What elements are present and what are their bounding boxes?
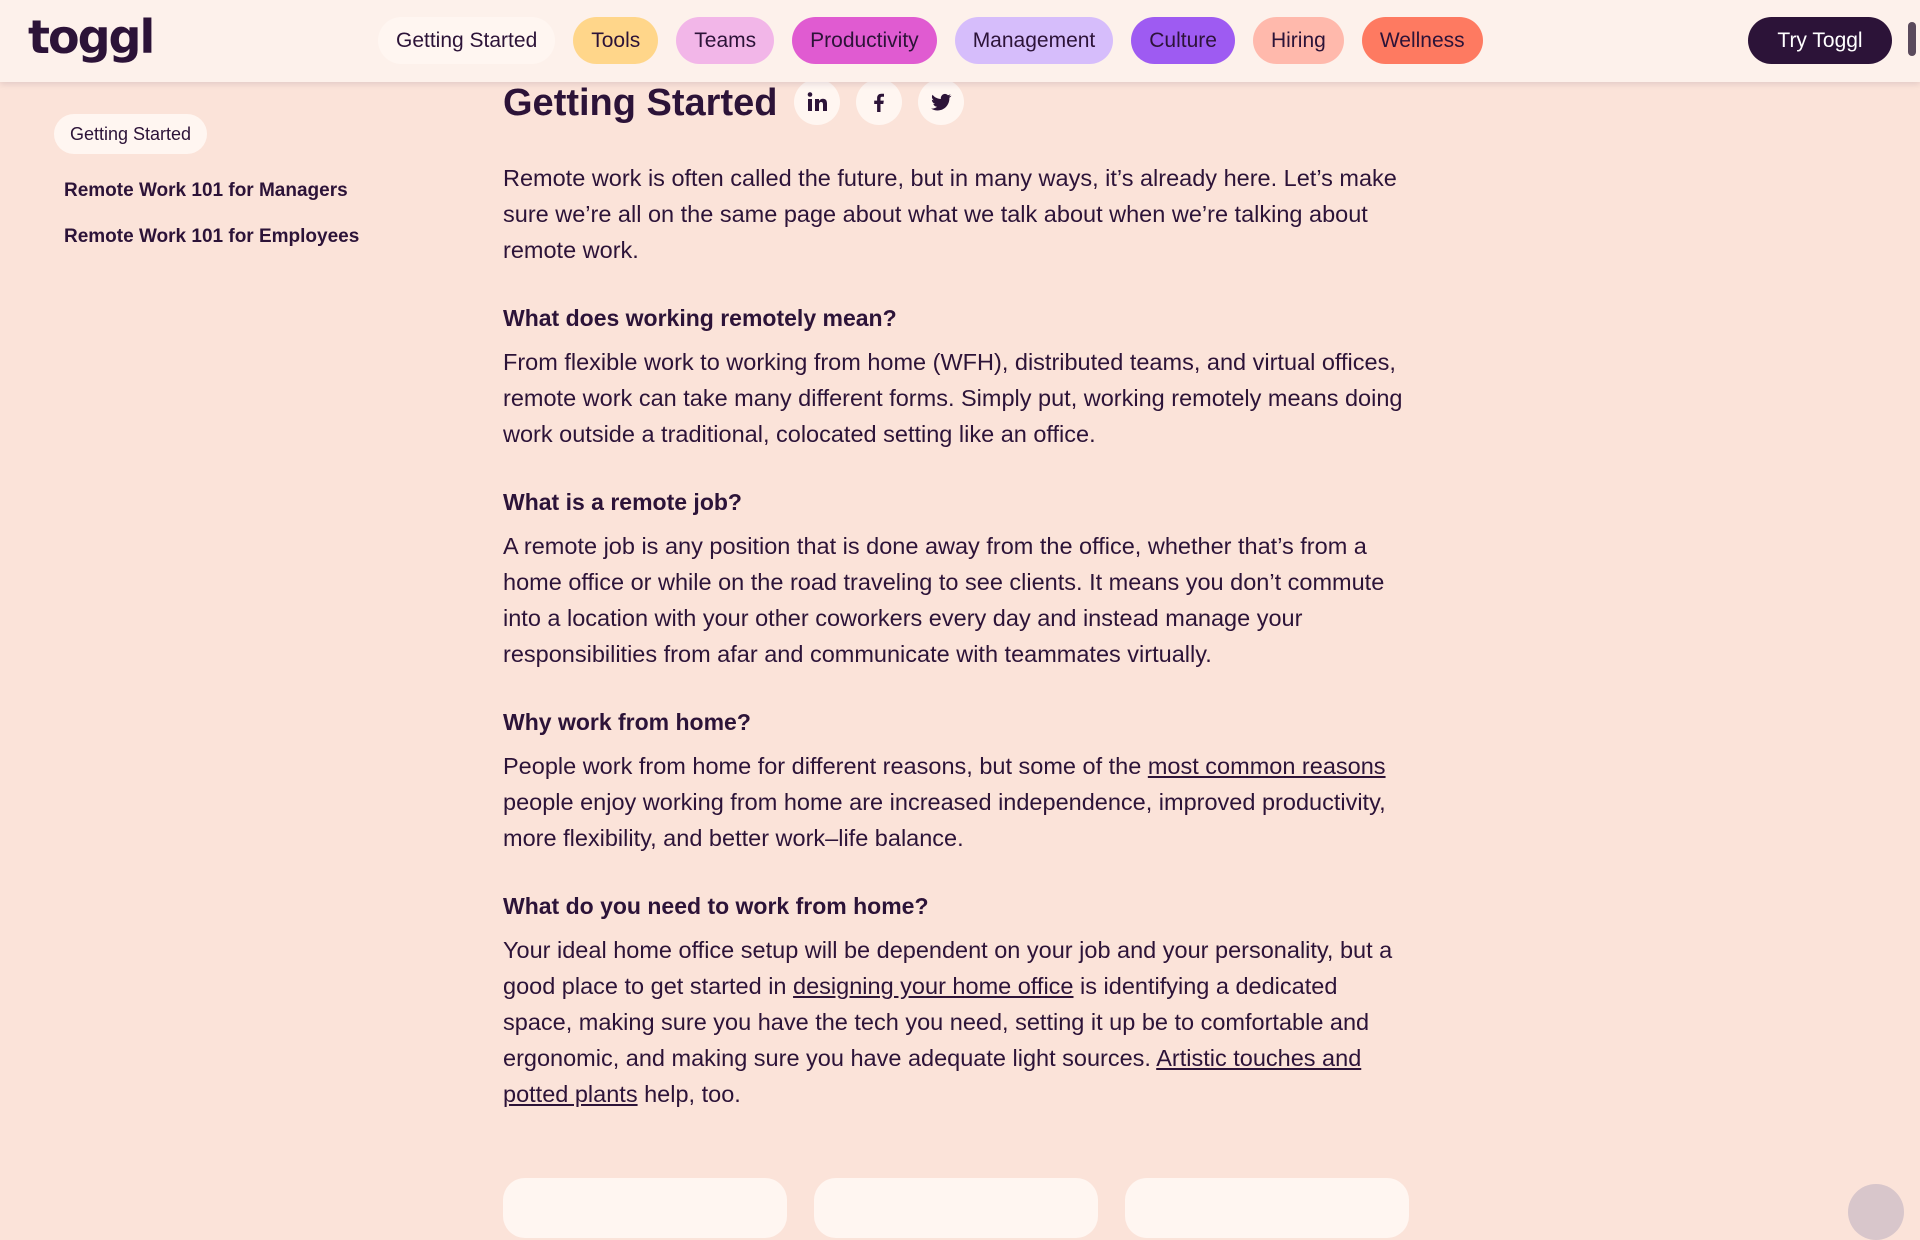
- nav-hiring[interactable]: Hiring: [1253, 17, 1344, 64]
- section-heading: What do you need to work from home?: [503, 893, 929, 919]
- scrollbar-thumb[interactable]: [1908, 22, 1916, 56]
- related-card[interactable]: [1125, 1178, 1409, 1238]
- most-common-reasons-link[interactable]: most common reasons: [1147, 753, 1386, 779]
- twitter-share-button[interactable]: [918, 79, 964, 125]
- sidebar-active-section[interactable]: Getting Started: [54, 114, 207, 154]
- sidebar-link-employees[interactable]: Remote Work 101 for Employees: [64, 226, 360, 247]
- nav-productivity[interactable]: Productivity: [792, 17, 937, 64]
- section-heading: What does working remotely mean?: [503, 305, 897, 331]
- nav-culture[interactable]: Culture: [1131, 17, 1235, 64]
- section-heading: Why work from home?: [503, 709, 751, 735]
- linkedin-share-button[interactable]: [794, 79, 840, 125]
- designing-home-office-link[interactable]: designing your home office: [793, 973, 1074, 999]
- section-paragraph: A remote job is any position that is done away from the office, whether that’s from a home office or while on the road traveling to see clients. It means you don’t commute into a location with your other coworkers every day and instead manage your responsibilities from afar and communicate with teammates virtually.: [503, 533, 1385, 667]
- nav-teams[interactable]: Teams: [676, 17, 774, 64]
- intro-paragraph: Remote work is often called the future, but in many ways, it’s already here. Let’s make sure we’re all on the same page about what we talk about when we’re talking about remote work.: [503, 165, 1397, 263]
- artistic-touches-link[interactable]: Artistic touches and potted plants: [503, 1045, 1362, 1107]
- section-paragraph: From flexible work to working from home (WFH), distributed teams, and virtual offices, remote work can take many different forms. Simply put, working remotely means doing work outside a traditional, colocated setting like an office.: [503, 349, 1403, 447]
- article-body: [503, 160, 1408, 1146]
- facebook-icon: [867, 90, 891, 114]
- nav-getting-started[interactable]: Getting Started: [378, 17, 555, 64]
- facebook-share-button[interactable]: [856, 79, 902, 125]
- nav-wellness[interactable]: Wellness: [1362, 17, 1483, 64]
- section-paragraph: Your ideal home office setup will be dependent on your job and your personality, but a good place to get started in designing your home office is identifying a dedicated space, making sure you have the tech you need, setting it up be to comfortable and ergonomic, and making sure you have adequate light sources. Artistic touches and potted plants help, too.: [503, 937, 1393, 1107]
- nav-tools[interactable]: Tools: [573, 17, 658, 64]
- nav-management[interactable]: Management: [955, 17, 1114, 64]
- sidebar-link-managers[interactable]: Remote Work 101 for Managers: [64, 180, 348, 201]
- section-heading: What is a remote job?: [503, 489, 742, 515]
- top-navigation-bar: [0, 0, 1920, 82]
- twitter-icon: [929, 90, 953, 114]
- toggl-logo[interactable]: toggl: [28, 10, 154, 64]
- section-paragraph: People work from home for different reasons, but some of the most common reasons people enjoy working from home are increased independence, improved productivity, more flexibility, and better work–life balance.: [503, 753, 1386, 851]
- related-card[interactable]: [503, 1178, 787, 1238]
- scroll-to-top-button[interactable]: [1848, 1184, 1904, 1240]
- try-toggl-button[interactable]: Try Toggl: [1748, 17, 1892, 64]
- page-title: Getting Started: [503, 82, 778, 124]
- category-nav: [378, 17, 1483, 64]
- linkedin-icon: [805, 90, 829, 114]
- related-card[interactable]: [814, 1178, 1098, 1238]
